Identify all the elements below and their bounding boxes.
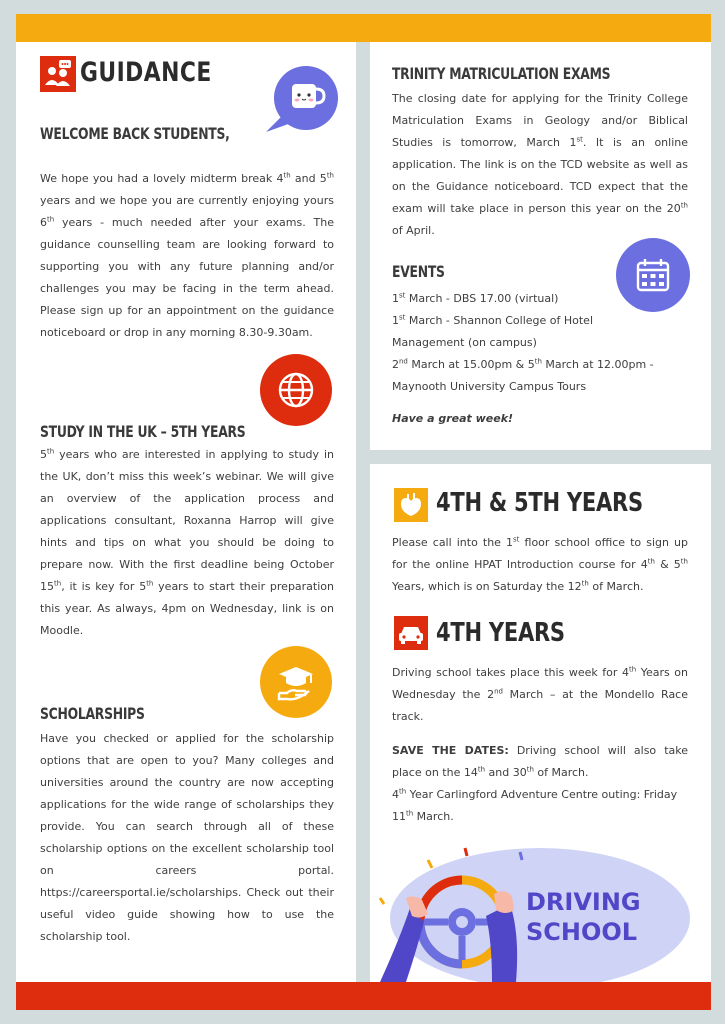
driving-school-line1: DRIVING	[526, 888, 641, 916]
people-chat-icon	[40, 56, 76, 92]
globe-icon	[260, 354, 332, 426]
bottom-banner-bar	[16, 982, 711, 1010]
uk-heading: STUDY IN THE UK – 5TH YEARS	[40, 422, 246, 441]
heart-organ-icon	[394, 488, 428, 522]
years4-heading: 4TH YEARS	[436, 618, 565, 648]
graduation-cap-hand-icon	[260, 646, 332, 718]
welcome-heading: WELCOME BACK STUDENTS,	[40, 124, 230, 143]
trinity-heading: TRINITY MATRICULATION EXAMS	[392, 64, 611, 83]
years4-body: Driving school takes place this week for 4th Years on Wednesday the 2nd March – at the Mondello Race track.	[392, 665, 688, 723]
years45-body: Please call into the 1st floor school office to sign up for the online HPAT Introduction course for 4th & 5th Years, which is on Saturday the 12th of March.	[392, 535, 688, 593]
car-icon	[394, 616, 428, 650]
event-item: 1st March - DBS 17.00 (virtual)	[392, 291, 559, 305]
top-banner-bar	[16, 14, 711, 42]
event-item: 2nd March at 15.00pm & 5th March at 12.00pm - Maynooth University Campus Tours	[392, 357, 654, 393]
signoff-text: Have a great week!	[392, 412, 514, 425]
driving-school-line2: SCHOOL	[526, 918, 638, 946]
chat-mug-icon	[264, 64, 340, 134]
years45-heading: 4TH & 5TH YEARS	[436, 488, 643, 518]
welcome-body: We hope you had a lovely midterm break 4th and 5th years and we hope you are currently enjoying yours 6th years - much needed after your exams. The guidance counselling team are looking forward to supporting you with any future planning and/or challenges you may be facing in the term ahead. Please sign up for an appointment on the guidance noticeboard or drop in any morning 8.30-9.30am.	[40, 171, 334, 339]
scholarships-heading: SCHOLARSHIPS	[40, 704, 145, 723]
event-item: 1st March - Shannon College of Hotel Management (on campus)	[392, 313, 594, 349]
save-dates-body: SAVE THE DATES: Driving school will also take place on the 14th and 30th of March.	[392, 744, 688, 779]
uk-body: 5th years who are interested in applying to study in the UK, don’t miss this week’s webinar. We will give an overview of the application process and applications consultant, Roxanna Harrop will give hints and tips on what you should be doing to prepare now. With the first deadline being October 15th, it is key for 5th years to start their preparation this year. As always, 4pm on Wednesday, link is on Moodle.	[40, 447, 334, 637]
left-column-panel	[16, 42, 356, 982]
scholarships-body: Have you checked or applied for the scholarship options that are open to you? Many colleges and universities around the country are now accepting applications for the wide range of scholarships they provide. You can search through all of these scholarship options on the excellent scholarship tool on careers portal. https://careersportal.ie/scholarships. Check out their useful video guide showing how to use the scholarship tool.	[40, 732, 334, 943]
guidance-title: GUIDANCE	[80, 57, 212, 88]
right-bottom-panel	[370, 464, 711, 982]
trinity-body: The closing date for applying for the Trinity College Matriculation Exams in Geology and/or Biblical Studies is tomorrow, March 1st. It is an online application. The link is on the TCD website as well as on the Guidance noticeboard. TCD expect that the exam will take place in person this year on the 20th of April.	[392, 92, 688, 237]
carlingford-body: 4th Year Carlingford Adventure Centre outing: Friday 11th March.	[392, 787, 678, 823]
right-top-panel	[370, 42, 711, 450]
events-list	[392, 288, 690, 398]
steering-wheel-hands-icon	[370, 838, 711, 982]
events-heading: EVENTS	[392, 262, 445, 281]
